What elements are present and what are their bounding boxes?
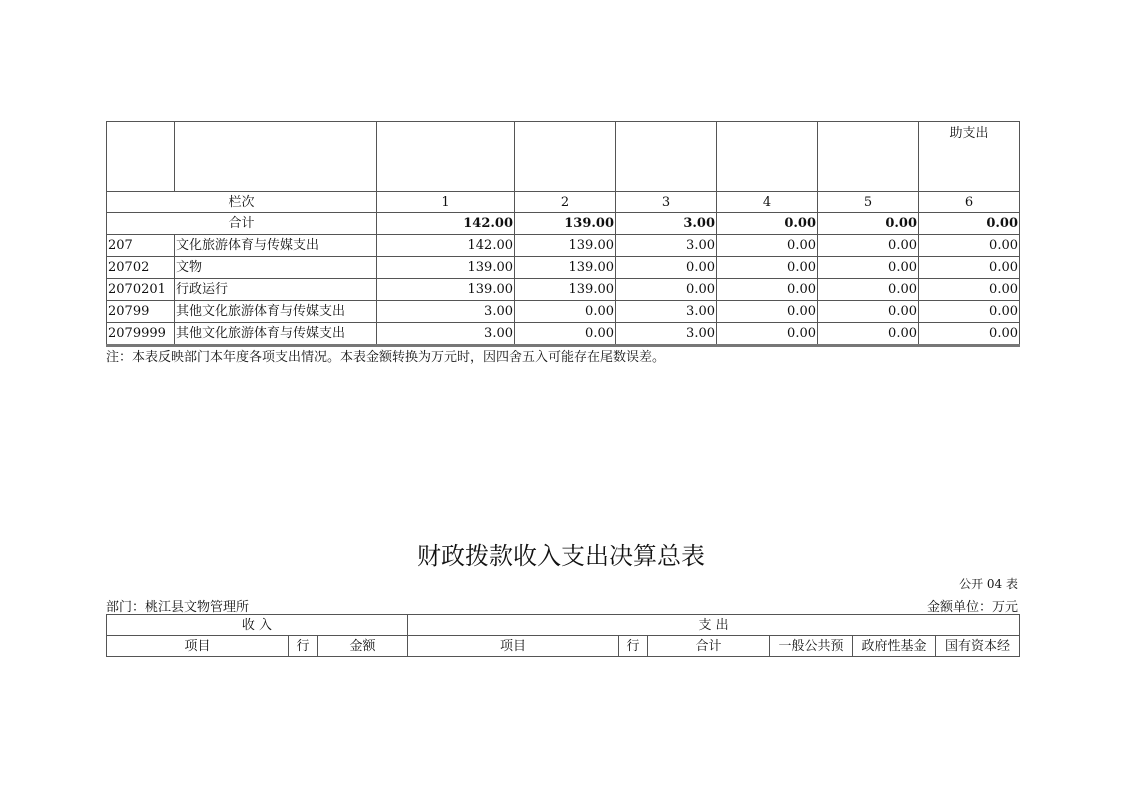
expense-col-total: 合计 xyxy=(648,636,770,657)
row-value: 139.00 xyxy=(515,279,616,301)
column-number-row xyxy=(107,192,1020,213)
income-col-amount: 金额 xyxy=(318,636,408,657)
row-value: 0.00 xyxy=(717,301,818,323)
row-value: 3.00 xyxy=(616,235,717,257)
row-value: 3.00 xyxy=(616,323,717,346)
row-value: 0.00 xyxy=(515,323,616,346)
expense-col-state-capital: 国有资本经 xyxy=(936,636,1020,657)
row-value: 0.00 xyxy=(818,323,919,346)
row-value: 0.00 xyxy=(818,257,919,279)
total-label: 合计 xyxy=(107,213,377,235)
column-number: 6 xyxy=(919,192,1020,213)
column-number: 1 xyxy=(377,192,515,213)
row-value: 0.00 xyxy=(818,279,919,301)
row-value: 0.00 xyxy=(717,323,818,346)
header-cell-4 xyxy=(717,122,818,192)
row-value: 0.00 xyxy=(616,257,717,279)
income-col-line: 行 xyxy=(289,636,318,657)
header-cell-3 xyxy=(616,122,717,192)
header-row xyxy=(107,122,1020,192)
row-code: 2079999 xyxy=(107,323,175,346)
total-value: 0.00 xyxy=(717,213,818,235)
table-row xyxy=(107,257,1020,279)
header-cell-5 xyxy=(818,122,919,192)
table-note: 注：本表反映部门本年度各项支出情况。本表金额转换为万元时，因四舍五入可能存在尾数误差。 xyxy=(106,350,666,365)
expense-col-item: 项目 xyxy=(408,636,619,657)
table-row xyxy=(107,235,1020,257)
page-title: 财政拨款收入支出决算总表 xyxy=(417,542,705,570)
header-cell-1 xyxy=(377,122,515,192)
expense-header: 支 出 xyxy=(408,615,1020,636)
summary-group-header-row xyxy=(107,615,1020,636)
row-name: 其他文化旅游体育与传媒支出 xyxy=(175,323,377,346)
header-cell-6: 助支出 xyxy=(919,122,1020,192)
header-cell-code xyxy=(107,122,175,192)
row-value: 0.00 xyxy=(717,257,818,279)
row-name: 其他文化旅游体育与传媒支出 xyxy=(175,301,377,323)
row-name: 文化旅游体育与传媒支出 xyxy=(175,235,377,257)
header-cell-name xyxy=(175,122,377,192)
row-value: 0.00 xyxy=(818,235,919,257)
row-value: 0.00 xyxy=(919,279,1020,301)
column-number: 5 xyxy=(818,192,919,213)
row-code: 20702 xyxy=(107,257,175,279)
row-name: 文物 xyxy=(175,257,377,279)
summary-table xyxy=(106,614,1020,657)
expense-col-line: 行 xyxy=(619,636,648,657)
row-value: 0.00 xyxy=(717,235,818,257)
row-value: 3.00 xyxy=(377,323,515,346)
row-value: 142.00 xyxy=(377,235,515,257)
row-code: 2070201 xyxy=(107,279,175,301)
expense-col-general-budget: 一般公共预 xyxy=(770,636,853,657)
row-value: 0.00 xyxy=(919,235,1020,257)
total-row xyxy=(107,213,1020,235)
expense-detail-table xyxy=(106,121,1020,347)
column-number-label: 栏次 xyxy=(107,192,377,213)
table-row xyxy=(107,301,1020,323)
row-value: 139.00 xyxy=(515,235,616,257)
table-row xyxy=(107,323,1020,346)
total-value: 0.00 xyxy=(919,213,1020,235)
row-code: 207 xyxy=(107,235,175,257)
unit-label: 金额单位：万元 xyxy=(926,600,1018,615)
row-value: 0.00 xyxy=(515,301,616,323)
row-value: 139.00 xyxy=(377,279,515,301)
total-value: 3.00 xyxy=(616,213,717,235)
department-label: 部门：桃江县文物管理所 xyxy=(106,600,250,615)
row-value: 3.00 xyxy=(377,301,515,323)
row-value: 0.00 xyxy=(919,257,1020,279)
row-value: 0.00 xyxy=(818,301,919,323)
summary-column-header-row xyxy=(107,636,1020,657)
row-code: 20799 xyxy=(107,301,175,323)
row-value: 0.00 xyxy=(717,279,818,301)
income-header: 收 入 xyxy=(107,615,408,636)
form-number: 公开 04 表 xyxy=(959,577,1018,591)
table-row xyxy=(107,279,1020,301)
total-value: 142.00 xyxy=(377,213,515,235)
header-cell-2 xyxy=(515,122,616,192)
column-number: 3 xyxy=(616,192,717,213)
row-value: 0.00 xyxy=(616,279,717,301)
row-value: 0.00 xyxy=(919,301,1020,323)
total-value: 0.00 xyxy=(818,213,919,235)
row-value: 0.00 xyxy=(919,323,1020,346)
expense-col-government-fund: 政府性基金 xyxy=(853,636,936,657)
row-name: 行政运行 xyxy=(175,279,377,301)
column-number: 2 xyxy=(515,192,616,213)
total-value: 139.00 xyxy=(515,213,616,235)
income-col-item: 项目 xyxy=(107,636,289,657)
column-number: 4 xyxy=(717,192,818,213)
row-value: 139.00 xyxy=(515,257,616,279)
row-value: 139.00 xyxy=(377,257,515,279)
row-value: 3.00 xyxy=(616,301,717,323)
